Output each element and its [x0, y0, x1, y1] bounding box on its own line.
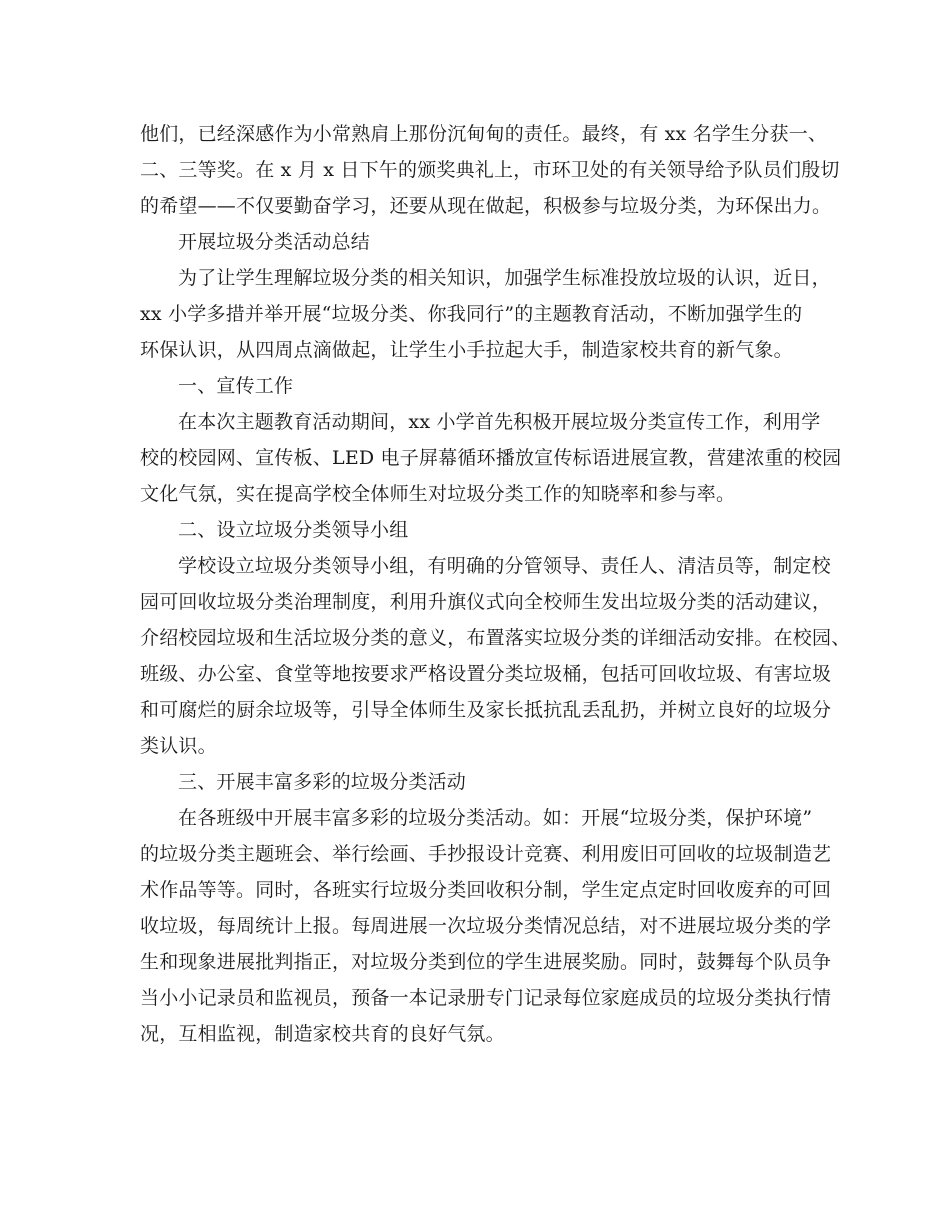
text-line: 二、三等奖。在 x 月 x 日下午的颁奖典礼上，市环卫处的有关领导给予队员们殷切 [140, 159, 840, 181]
text-line: 校的校园网、宣传板、LED 电子屏幕循环播放宣传标语进展宣教，营建浓重的校园 [140, 447, 842, 469]
text-line: 介绍校园垃圾和生活垃圾分类的意义，布置落实垃圾分类的详细活动安排。在校园、 [140, 627, 851, 649]
text-line: 的垃圾分类主题班会、举行绘画、手抄报设计竞赛、利用废旧可回收的垃圾制造艺 [140, 843, 832, 865]
section-heading: 一、宣传工作 [178, 375, 294, 397]
text-line: 和可腐烂的厨余垃圾等，引导全体师生及家长抵抗乱丢乱扔，并树立良好的垃圾分 [140, 699, 832, 721]
text-line: 在各班级中开展丰富多彩的垃圾分类活动。如：开展“垃圾分类，保护环境” [178, 807, 813, 829]
text-line: 的希望——不仅要勤奋学习，还要从现在做起，积极参与垃圾分类，为环保出力。 [140, 195, 832, 217]
text-line: 术作品等等。同时，各班实行垃圾分类回收积分制，学生定点定时回收废弃的可回 [140, 879, 832, 901]
section-heading: 二、设立垃圾分类领导小组 [178, 519, 409, 541]
text-line: 环保认识，从四周点滴做起，让学生小手拉起大手，制造家校共育的新气象。 [140, 339, 793, 361]
text-line: 为了让学生理解垃圾分类的相关知识，加强学生标准投放垃圾的认识，近日， [178, 267, 831, 289]
text-line: 况，互相监视，制造家校共育的良好气氛。 [140, 1023, 505, 1045]
section-heading: 三、开展丰富多彩的垃圾分类活动 [178, 771, 467, 793]
text-line: 在本次主题教育活动期间，xx 小学首先积极开展垃圾分类宣传工作，利用学 [178, 411, 821, 433]
text-line: 类认识。 [140, 735, 217, 757]
text-line: 园可回收垃圾分类治理制度，利用升旗仪式向全校师生发出垃圾分类的活动建议， [140, 591, 832, 613]
section-title: 开展垃圾分类活动总结 [178, 231, 371, 253]
text-line: 学校设立垃圾分类领导小组，有明确的分管领导、责任人、清洁员等，制定校 [178, 555, 831, 577]
text-line: 收垃圾，每周统计上报。每周进展一次垃圾分类情况总结，对不进展垃圾分类的学 [140, 915, 832, 937]
text-line: 班级、办公室、食堂等地按要求严格设置分类垃圾桶，包括可回收垃圾、有害垃圾 [140, 663, 832, 685]
text-line: xx 小学多措并举开展“垃圾分类、你我同行”的主题教育活动，不断加强学生的 [140, 303, 803, 325]
text-line: 生和现象进展批判指正，对垃圾分类到位的学生进展奖励。同时，鼓舞每个队员争 [140, 951, 832, 973]
text-line: 当小小记录员和监视员，预备一本记录册专门记录每位家庭成员的垃圾分类执行情 [140, 987, 832, 1009]
text-line: 他们，已经深感作为小常熟肩上那份沉甸甸的责任。最终，有 xx 名学生分获一、 [140, 123, 828, 145]
text-line: 文化气氛，实在提高学校全体师生对垃圾分类工作的知晓率和参与率。 [140, 483, 736, 505]
